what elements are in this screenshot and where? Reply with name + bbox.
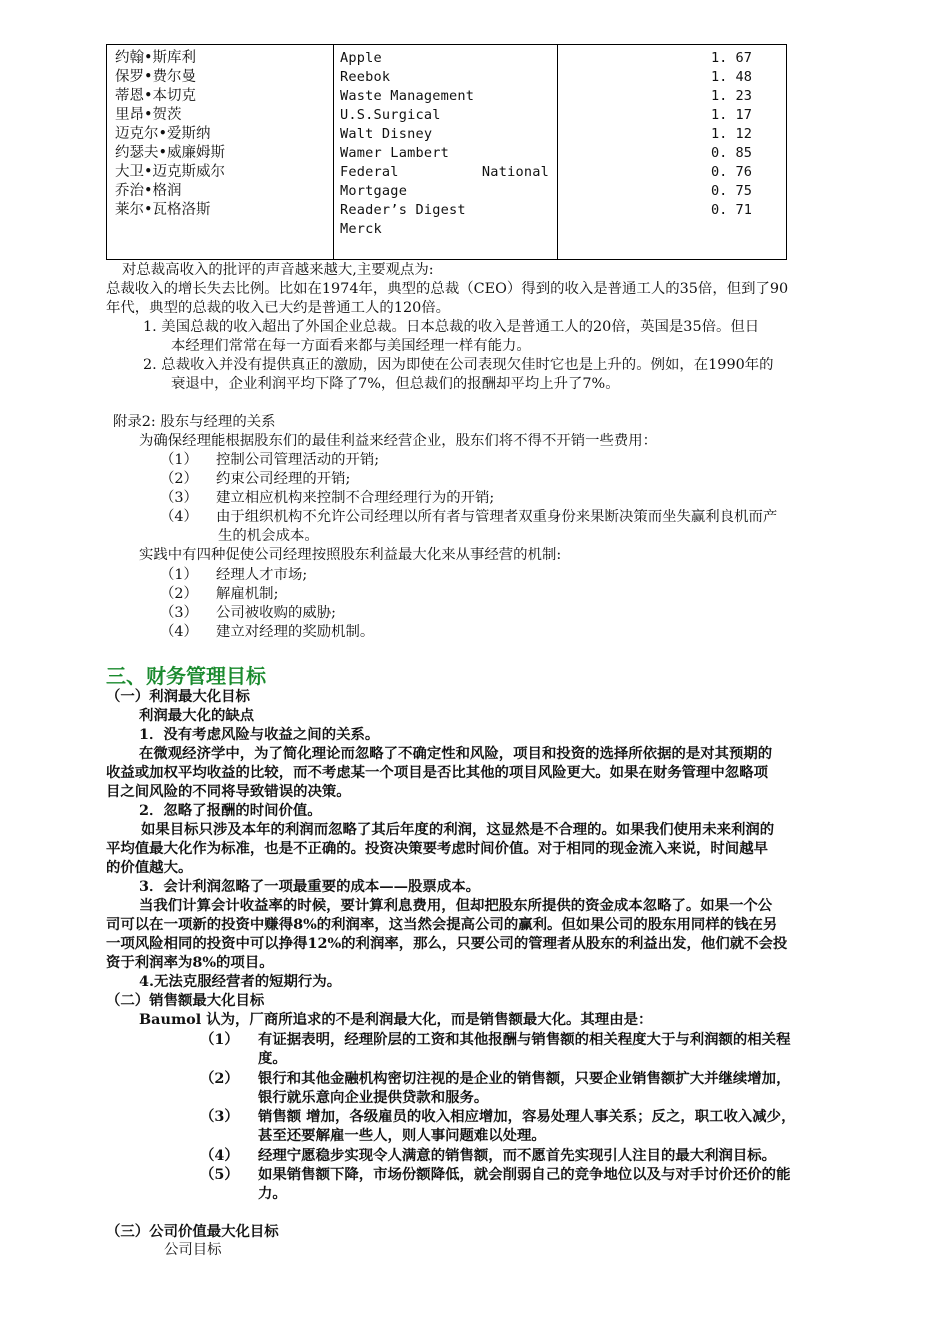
paragraph-line: 平均值最大化作为标准，也是不正确的。投资决策要考虑时间价值。对于相同的现金流入来说，时间越早 xyxy=(106,840,768,857)
paragraph-line: 收益或加权平均收益的比较，而不考虑某一个项目是否比其他的项目风险更大。如果在财务管理中忽略项 xyxy=(106,764,768,781)
subheading: （一）利润最大化目标 xyxy=(106,688,250,705)
list-item xyxy=(160,451,379,470)
table-cell-name: 迈克尔•爱斯纳 xyxy=(115,126,211,142)
table-cell-name: 大卫•迈克斯威尔 xyxy=(115,164,226,180)
table-cell-ratio: 0. 71 xyxy=(711,202,752,218)
list-text: 约束公司经理的开销; xyxy=(216,471,351,487)
reason-text-cont: 度。 xyxy=(258,1050,287,1067)
list-text: 解雇机制; xyxy=(216,586,279,602)
table-cell-name: 乔治•格润 xyxy=(115,183,182,199)
table-cell-company xyxy=(334,163,557,182)
section-heading: 三、财务管理目标 xyxy=(106,664,266,688)
list-item: 2. 总裁收入并没有提供真正的激励，因为即使在公司表现欠佳时它也是上升的。例如，在1990年的 xyxy=(143,357,774,373)
paragraph-line: 实践中有四种促使公司经理按照股东利益最大化来从事经营的机制: xyxy=(139,547,562,563)
list-text: 建立对经理的奖励机制。 xyxy=(216,624,375,640)
table-cell-ratio: 0. 76 xyxy=(711,164,752,180)
table-cell-name: 约瑟夫•威廉姆斯 xyxy=(115,145,226,161)
table-column-companies xyxy=(334,45,558,259)
list-item xyxy=(160,508,777,527)
paragraph-line: 一项风险相同的投资中可以挣得12%的利润率，那么，只要公司的管理者从股东的利益出发，他们就不会投 xyxy=(106,935,788,952)
paragraph-line: Baumol 认为，厂商所追求的不是利润最大化，而是销售额最大化。其理由是： xyxy=(139,1011,653,1028)
paragraph-line: 当我们计算会计收益率的时候，要计算利息费用，但却把股东所提供的资金成本忽略了。如果一个公 xyxy=(139,897,773,914)
reason-number: （1） xyxy=(200,1031,239,1048)
table-cell-company: Waste Management xyxy=(340,88,475,104)
list-number: （2） xyxy=(160,471,198,487)
reason-text-cont: 银行就乐意向企业提供贷款和服务。 xyxy=(258,1089,489,1106)
list-number: （1） xyxy=(160,452,198,468)
table-cell-ratio: 1. 23 xyxy=(711,88,752,104)
list-item xyxy=(160,566,307,585)
subheading-label: 利润最大化的缺点 xyxy=(139,707,255,724)
point-title: 1．没有考虑风险与收益之间的关系。 xyxy=(139,726,380,743)
list-number: （1） xyxy=(160,567,198,583)
table-cell-company: Reader’s Digest xyxy=(340,202,466,218)
point-title: 3．会计利润忽略了一项最重要的成本——股票成本。 xyxy=(139,878,480,895)
list-text: 经理人才市场; xyxy=(216,567,308,583)
reason-text: 银行和其他金融机构密切注视的是企业的销售额，只要企业销售额扩大并继续增加， xyxy=(258,1070,791,1087)
table-cell-company: Reebok xyxy=(340,69,391,85)
table-cell-company: Walt Disney xyxy=(340,126,433,142)
table-cell-company: Mortgage xyxy=(340,183,408,199)
reason-text: 有证据表明，经理阶层的工资和其他报酬与销售额的相关程度大于与利润额的相关程 xyxy=(258,1031,791,1048)
list-text: 公司被收购的威胁; xyxy=(216,605,336,621)
ceo-ratio-table xyxy=(106,44,787,260)
paragraph-line: 总裁收入的增长失去比例。比如在1974年，典型的总裁（CEO）得到的收入是普通工人的35倍，但到了90 xyxy=(106,281,789,297)
list-item: 1. 美国总裁的收入超出了外国企业总裁。日本总裁的收入是普通工人的20倍，英国是35倍。但日 xyxy=(143,319,760,335)
reason-number: （3） xyxy=(200,1108,239,1125)
table-cell-company: Wamer Lambert xyxy=(340,145,449,161)
list-item xyxy=(160,604,336,623)
reason-text-cont: 甚至还要解雇一些人，则人事问题难以处理。 xyxy=(258,1127,546,1144)
paragraph-line: 资于利润率为8%的项目。 xyxy=(106,954,274,971)
subheading: （三）公司价值最大化目标 xyxy=(106,1223,279,1240)
paragraph-line: 的价值越大。 xyxy=(106,859,193,876)
list-item xyxy=(160,470,350,489)
paragraph-line: 目之间风险的不同将导致错误的决策。 xyxy=(106,783,351,800)
paragraph-intro: 对总裁高收入的批评的声音越来越大,主要观点为: xyxy=(122,262,434,278)
paragraph-line: 年代，典型的总裁的收入已大约是普通工人的120倍。 xyxy=(106,300,451,316)
table-cell-ratio: 1. 12 xyxy=(711,126,752,142)
table-column-ratios xyxy=(558,45,786,259)
point-title: 2．忽略了报酬的时间价值。 xyxy=(139,802,322,819)
table-cell-company: Apple xyxy=(340,50,382,66)
subheading: （二）销售额最大化目标 xyxy=(106,992,265,1009)
table-column-names xyxy=(107,45,334,259)
table-cell-ratio: 1. 48 xyxy=(711,69,752,85)
appendix-title: 附录2: 股东与经理的关系 xyxy=(113,414,276,430)
reason-text: 经理宁愿稳步实现令人满意的销售额，而不愿首先实现引人注目的最大利润目标。 xyxy=(258,1147,777,1164)
paragraph-line: 司可以在一项新的投资中赚得8%的利润率，这当然会提高公司的赢利。但如果公司的股东用同样的钱在另 xyxy=(106,916,778,933)
table-cell-name: 里昂•贺茨 xyxy=(115,107,182,123)
company-federal-left: Federal xyxy=(340,164,399,180)
list-number: （4） xyxy=(160,509,198,525)
reason-text: 如果销售额下降，市场份额降低，就会削弱自己的竞争地位以及与对手讨价还价的能 xyxy=(258,1166,791,1183)
list-text: 由于组织机构不允许公司经理以所有者与管理者双重身份来果断决策而坐失赢利良机而产 xyxy=(216,509,778,525)
subheading-label: 公司目标 xyxy=(164,1242,222,1258)
table-cell-name: 保罗•费尔曼 xyxy=(115,69,197,85)
list-item-cont: 衰退中，企业利润平均下降了7%，但总裁们的报酬却平均上升了7%。 xyxy=(171,376,620,392)
paragraph-line: 为确保经理能根据股东们的最佳利益来经营企业，股东们将不得不开销一些费用： xyxy=(139,433,658,449)
table-cell-name: 蒂恩•本切克 xyxy=(115,88,197,104)
list-item-cont: 本经理们常常在每一方面看来都与美国经理一样有能力。 xyxy=(171,338,531,354)
list-text: 建立相应机构来控制不合理经理行为的开销; xyxy=(216,490,495,506)
table-cell-ratio: 0. 85 xyxy=(711,145,752,161)
point-title: 4.无法克服经营者的短期行为。 xyxy=(139,973,342,990)
table-cell-ratio: 1. 17 xyxy=(711,107,752,123)
reason-number: （5） xyxy=(200,1166,239,1183)
list-item-cont: 生的机会成本。 xyxy=(218,528,319,544)
list-number: （4） xyxy=(160,624,198,640)
reason-text-cont: 力。 xyxy=(258,1185,287,1202)
company-federal-right: National xyxy=(481,164,549,180)
paragraph-line: 在微观经济学中，为了简化理论而忽略了不确定性和风险，项目和投资的选择所依据的是对其预期的 xyxy=(139,745,773,762)
list-number: （2） xyxy=(160,586,198,602)
reason-text: 销售额 增加，各级雇员的收入相应增加，容易处理人事关系；反之，职工收入减少， xyxy=(258,1108,796,1125)
reason-number: （2） xyxy=(200,1070,239,1087)
paragraph-line: 如果目标只涉及本年的利润而忽略了其后年度的利润，这显然是不合理的。如果我们使用未来利润的 xyxy=(141,821,775,838)
reason-number: （4） xyxy=(200,1147,239,1164)
table-cell-name: 约翰•斯库利 xyxy=(115,50,197,66)
list-number: （3） xyxy=(160,490,198,506)
table-cell-company: Merck xyxy=(340,221,382,237)
table-cell-ratio: 0. 75 xyxy=(711,183,752,199)
table-cell-ratio: 1. 67 xyxy=(711,50,752,66)
table-cell-name: 莱尔•瓦格洛斯 xyxy=(115,202,211,218)
table-cell-company: U.S.Surgical xyxy=(340,107,441,123)
list-text: 控制公司管理活动的开销; xyxy=(216,452,380,468)
list-number: （3） xyxy=(160,605,198,621)
list-item xyxy=(160,585,278,604)
list-item xyxy=(160,623,374,642)
list-item xyxy=(160,489,494,508)
